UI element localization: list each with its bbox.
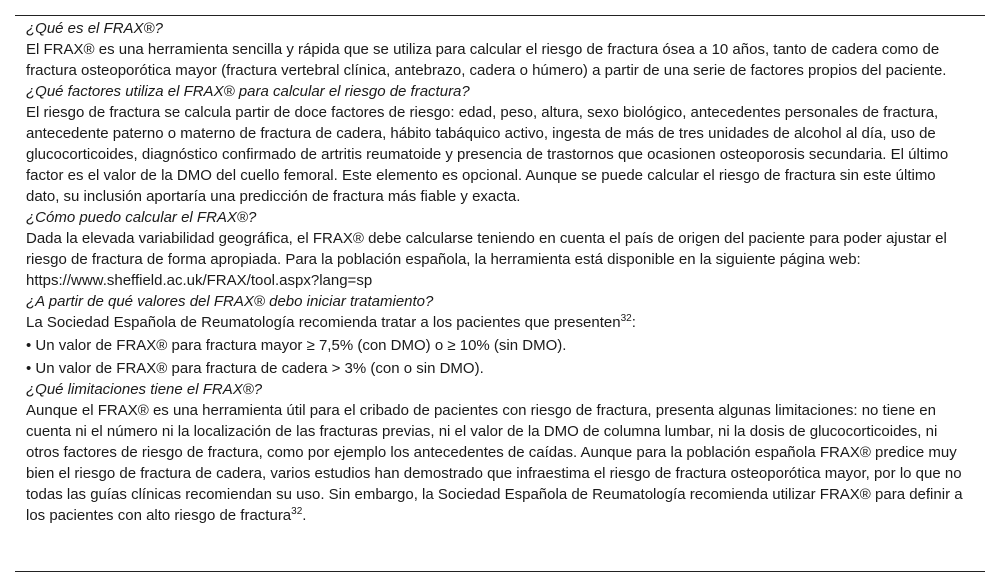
- limitations-end: .: [302, 507, 307, 524]
- limitations-text: Aunque el FRAX® es una herramienta útil para el cribado de pacientes con riesgo de fractura, presenta algunas limitaciones: no tiene en cuenta ni el número ni la localización de las fracturas previas, ni el valor de la DMO de columna lumbar, ni la dosis de glucocorticoides, ni otros factores de riesgo de fractura, como por ejemplo los antecedentes de caídas. Aunque para la población española FRAX® predice muy bien el riesgo de fractura de cadera, varios estudios han demostrado que infraestima el riesgo de fractura osteoporótica mayor, por lo que no todas las guías clínicas recomiendan su uso. Sin embargo, la Sociedad Española de Reumatología recomienda utilizar FRAX® para definir a los pacientes con alto riesgo de fractura: [26, 402, 963, 524]
- bullet-hip-fracture: • Un valor de FRAX® para fractura de cadera > 3% (con o sin DMO).: [26, 360, 484, 377]
- question-risk-factors: ¿Qué factores utiliza el FRAX® para calcular el riesgo de fractura?: [26, 83, 470, 100]
- answer-how-to-calculate: Dada la elevada variabilidad geográfica, el FRAX® debe calcularse teniendo en cuenta el país de origen del paciente para poder ajustar el riesgo de fractura de forma apropiada. Para la población española, la herramienta está disponible en la siguiente página web: https://www.sheffield.ac.uk/FRAX/tool.aspx?lang=sp: [26, 230, 947, 289]
- treatment-intro-end: :: [631, 314, 636, 331]
- bullet-major-fracture: • Un valor de FRAX® para fractura mayor ≥ 7,5% (con DMO) o ≥ 10% (sin DMO).: [26, 337, 567, 354]
- question-treatment-threshold: ¿A partir de qué valores del FRAX® debo iniciar tratamiento?: [26, 293, 434, 310]
- reference-superscript: 32: [620, 313, 632, 324]
- question-what-is-frax: ¿Qué es el FRAX®?: [26, 20, 163, 37]
- question-limitations: ¿Qué limitaciones tiene el FRAX®?: [26, 381, 263, 398]
- reference-superscript: 32: [291, 506, 303, 517]
- answer-risk-factors: El riesgo de fractura se calcula partir de doce factores de riesgo: edad, peso, altura, sexo biológico, antecedentes personales de fractura, antecedente paterno o materno de fractura de cadera, hábito tabáquico activo, ingesta de más de tres unidades de alcohol al día, uso de glucocorticoides, diagnóstico confirmado de artritis reumatoide y presencia de trastornos que ocasionen osteoporosis secundaria. El último factor es el valor de la DMO del cuello femoral. Este elemento es opcional. Aunque se puede calcular el riesgo de fractura sin este último dato, su inclusión aportaría una predicción de fractura más fiable y exacta.: [26, 104, 949, 205]
- answer-limitations: [26, 400, 985, 526]
- answer-what-is-frax: El FRAX® es una herramienta sencilla y rápida que se utiliza para calcular el riesgo de fractura ósea a 10 años, tanto de cadera como de fractura osteoporótica mayor (fractura vertebral clínica, antebrazo, cadera o húmero) a partir de una serie de factores propios del paciente.: [26, 41, 947, 79]
- treatment-intro-text: La Sociedad Española de Reumatología recomienda tratar a los pacientes que presenten: [26, 314, 621, 331]
- question-how-to-calculate: ¿Cómo puedo calcular el FRAX®?: [26, 209, 257, 226]
- frax-info-table: [15, 15, 985, 572]
- answer-treatment-threshold: [26, 312, 985, 333]
